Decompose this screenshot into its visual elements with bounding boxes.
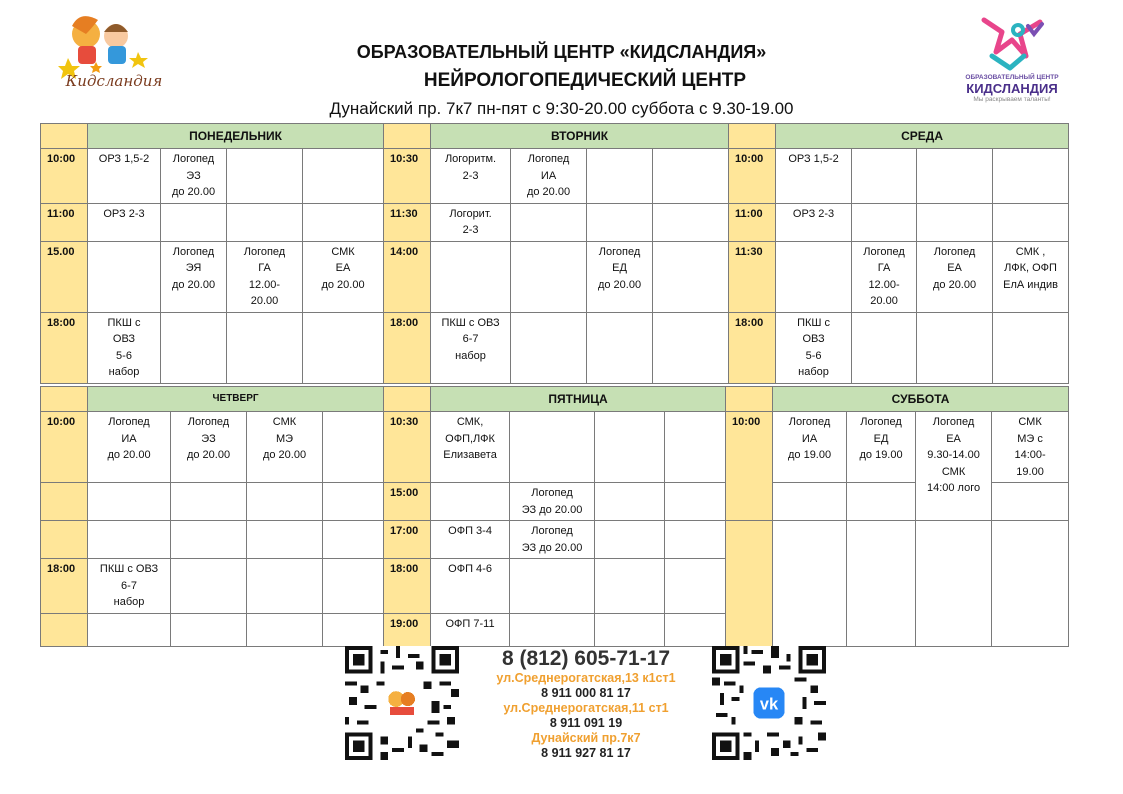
class-cell: [171, 559, 247, 614]
day-header-fri: ПЯТНИЦА: [431, 387, 726, 412]
class-cell: ОРЗ 2-3: [776, 203, 852, 241]
class-cell: [776, 241, 852, 312]
class-cell: [247, 613, 323, 646]
qr-code-left[interactable]: [345, 646, 459, 760]
class-cell: [227, 312, 303, 383]
class-cell: [773, 521, 847, 647]
day-header-thu: ЧЕТВЕРГ: [88, 387, 384, 412]
class-cell: СМК, ОФП,ЛФК Елизавета: [431, 412, 510, 483]
class-cell: Логопед ГА 12.00- 20.00: [227, 241, 303, 312]
class-cell: [303, 312, 384, 383]
class-cell: [510, 559, 595, 614]
time-cell: 11:30: [729, 241, 776, 312]
class-cell: [852, 203, 917, 241]
qr-code-icon: [712, 646, 826, 760]
time-cell: 15.00: [41, 241, 88, 312]
time-cell: 19:00: [384, 613, 431, 646]
page-title: ОБРАЗОВАТЕЛЬНЫЙ ЦЕНТР «КИДСЛАНДИЯ»: [356, 42, 767, 62]
time-header-cell: [41, 124, 88, 149]
logo-right-name: КИДСЛАНДИЯ: [966, 81, 1058, 96]
time-cell: 10:00: [41, 149, 88, 204]
class-cell: [323, 559, 384, 614]
class-cell: [511, 312, 587, 383]
phone-3[interactable]: 8 911 927 81 17: [541, 746, 631, 760]
svg-text:vk: vk: [759, 695, 779, 714]
class-cell: [917, 149, 993, 204]
class-cell: [88, 241, 161, 312]
class-cell: [993, 149, 1069, 204]
class-cell: [653, 241, 729, 312]
logo-left-text: Кидсландия: [65, 72, 163, 90]
class-cell: [323, 613, 384, 646]
class-cell: Логопед ЕД до 19.00: [847, 412, 916, 483]
class-cell: [595, 483, 665, 521]
class-cell: [171, 521, 247, 559]
class-cell: [303, 149, 384, 204]
class-cell: Логопед ЭЯ до 20.00: [161, 241, 227, 312]
time-cell: 17:00: [384, 521, 431, 559]
class-cell: [587, 312, 653, 383]
class-cell: [171, 483, 247, 521]
class-cell: [323, 412, 384, 483]
class-cell: Логопед ИА до 20.00: [511, 149, 587, 204]
class-cell: ОФП 4-6: [431, 559, 510, 614]
time-cell: 10:30: [384, 149, 431, 204]
class-cell: ОФП 3-4: [431, 521, 510, 559]
class-cell: ОРЗ 1,5-2: [88, 149, 161, 204]
class-cell: [431, 241, 511, 312]
day-header-mon: ПОНЕДЕЛЬНИК: [88, 124, 384, 149]
class-cell: [510, 412, 595, 483]
time-cell: 10:00: [729, 149, 776, 204]
time-cell: 18:00: [41, 312, 88, 383]
class-cell: [161, 312, 227, 383]
page-subtitle: НЕЙРОЛОГОПЕДИЧЕСКИЙ ЦЕНТР: [423, 70, 747, 91]
kidslandia-logo-right: [962, 10, 1062, 102]
time-cell: [41, 521, 88, 559]
main-phone[interactable]: 8 (812) 605-71-17: [501, 647, 671, 670]
class-cell: [993, 312, 1069, 383]
class-cell: Логопед ЭЗ до 20.00: [171, 412, 247, 483]
time-cell: 18:00: [384, 559, 431, 614]
class-cell: [511, 241, 587, 312]
time-cell: [41, 613, 88, 646]
schedule-table-mon-wed: [40, 123, 1069, 384]
class-cell: [227, 149, 303, 204]
time-cell: 10:00: [41, 412, 88, 483]
class-cell: [665, 483, 726, 521]
class-cell: СМК МЭ до 20.00: [247, 412, 323, 483]
logo-right-tagline: Мы раскрываем таланты!: [973, 96, 1051, 103]
class-cell: ОФП 7-11: [431, 613, 510, 646]
class-cell: [587, 149, 653, 204]
class-cell: ПКШ с ОВЗ 6-7 набор: [88, 559, 171, 614]
time-cell: 14:00: [384, 241, 431, 312]
time-cell: 10:00: [726, 412, 773, 521]
day-header-tue: ВТОРНИК: [431, 124, 729, 149]
class-cell: [323, 521, 384, 559]
time-cell: 11:00: [41, 203, 88, 241]
class-cell: [171, 613, 247, 646]
class-cell: [595, 521, 665, 559]
address-hours: Дунайский пр. 7к7 пн-пят с 9:30-20.00 суббота с 9.30-19.00: [329, 99, 794, 118]
class-cell: СМК МЭ с 14:00- 19.00: [992, 412, 1069, 483]
class-cell: [993, 203, 1069, 241]
class-cell: [431, 483, 510, 521]
class-cell: [665, 521, 726, 559]
class-cell: [247, 559, 323, 614]
phone-2[interactable]: 8 911 091 19: [549, 716, 623, 730]
class-cell: ОРЗ 1,5-2: [776, 149, 852, 204]
qr-code-icon: [345, 646, 459, 760]
class-cell: [653, 149, 729, 204]
class-cell: Логорит. 2-3: [431, 203, 511, 241]
class-cell: СМК , ЛФК, ОФП ЕлА индив: [993, 241, 1069, 312]
time-header-cell: [384, 124, 431, 149]
time-header-cell: [726, 387, 773, 412]
class-cell: Логопед ИА до 20.00: [88, 412, 171, 483]
class-cell: [247, 483, 323, 521]
class-cell: Логопед ЕД до 20.00: [587, 241, 653, 312]
time-cell: 11:00: [729, 203, 776, 241]
time-cell: [41, 483, 88, 521]
class-cell: [852, 149, 917, 204]
class-cell: [665, 613, 726, 646]
class-cell: СМК ЕА до 20.00: [303, 241, 384, 312]
class-cell: [595, 412, 665, 483]
schedule-table-thu-sat: [40, 386, 1069, 647]
qr-code-right-vk[interactable]: [712, 646, 826, 760]
class-cell: Логопед ГА 12.00- 20.00: [852, 241, 917, 312]
class-cell: [992, 521, 1069, 647]
time-cell: 18:00: [384, 312, 431, 383]
time-header-cell: [41, 387, 88, 412]
class-cell: [653, 312, 729, 383]
class-cell: Логопед ЭЗ до 20.00: [161, 149, 227, 204]
class-cell: [247, 521, 323, 559]
class-cell: [852, 312, 917, 383]
class-cell: [665, 412, 726, 483]
time-cell: [726, 521, 773, 647]
class-cell: [917, 203, 993, 241]
class-cell: [917, 312, 993, 383]
class-cell: ПКШ с ОВЗ 5-6 набор: [88, 312, 161, 383]
time-cell: 15:00: [384, 483, 431, 521]
address-2: ул.Среднерогатская,11 ст1: [503, 701, 669, 715]
class-cell: [653, 203, 729, 241]
class-cell: [773, 483, 847, 521]
class-cell: [587, 203, 653, 241]
time-cell: 10:30: [384, 412, 431, 483]
time-cell: 18:00: [729, 312, 776, 383]
class-cell: Логопед ЭЗ до 20.00: [510, 521, 595, 559]
class-cell: ПКШ с ОВЗ 6-7 набор: [431, 312, 511, 383]
time-header-cell: [729, 124, 776, 149]
class-cell: [161, 203, 227, 241]
address-3: Дунайский пр.7к7: [531, 731, 641, 745]
class-cell: [227, 203, 303, 241]
logo-right-small: ОБРАЗОВАТЕЛЬНЫЙ ЦЕНТР: [965, 74, 1059, 81]
class-cell: [847, 483, 916, 521]
class-cell: Логоритм. 2-3: [431, 149, 511, 204]
class-cell: [88, 613, 171, 646]
class-cell: [88, 521, 171, 559]
class-cell: [992, 483, 1069, 521]
class-cell: [511, 203, 587, 241]
time-cell: 11:30: [384, 203, 431, 241]
class-cell: [88, 483, 171, 521]
day-header-sat: СУББОТА: [773, 387, 1069, 412]
class-cell: ОРЗ 2-3: [88, 203, 161, 241]
time-header-cell: [384, 387, 431, 412]
class-cell: Логопед ЭЗ до 20.00: [510, 483, 595, 521]
class-cell: [303, 203, 384, 241]
kidslandia-logo-left: [58, 6, 170, 98]
class-cell: [323, 483, 384, 521]
class-cell: [510, 613, 595, 646]
class-cell: [665, 559, 726, 614]
class-cell: ПКШ с ОВЗ 5-6 набор: [776, 312, 852, 383]
class-cell: [916, 521, 992, 647]
class-cell: Логопед ЕА 9.30-14.00 СМК 14:00 лого: [916, 412, 992, 521]
star-logo-icon: [962, 10, 1062, 74]
phone-1[interactable]: 8 911 000 81 17: [541, 686, 631, 700]
class-cell: [595, 559, 665, 614]
time-cell: 18:00: [41, 559, 88, 614]
day-header-wed: СРЕДА: [776, 124, 1069, 149]
class-cell: Логопед ЕА до 20.00: [917, 241, 993, 312]
class-cell: [847, 521, 916, 647]
address-1: ул.Среднерогатская,13 к1ст1: [496, 671, 676, 685]
class-cell: Логопед ИА до 19.00: [773, 412, 847, 483]
contacts-block: [468, 646, 704, 761]
class-cell: [595, 613, 665, 646]
